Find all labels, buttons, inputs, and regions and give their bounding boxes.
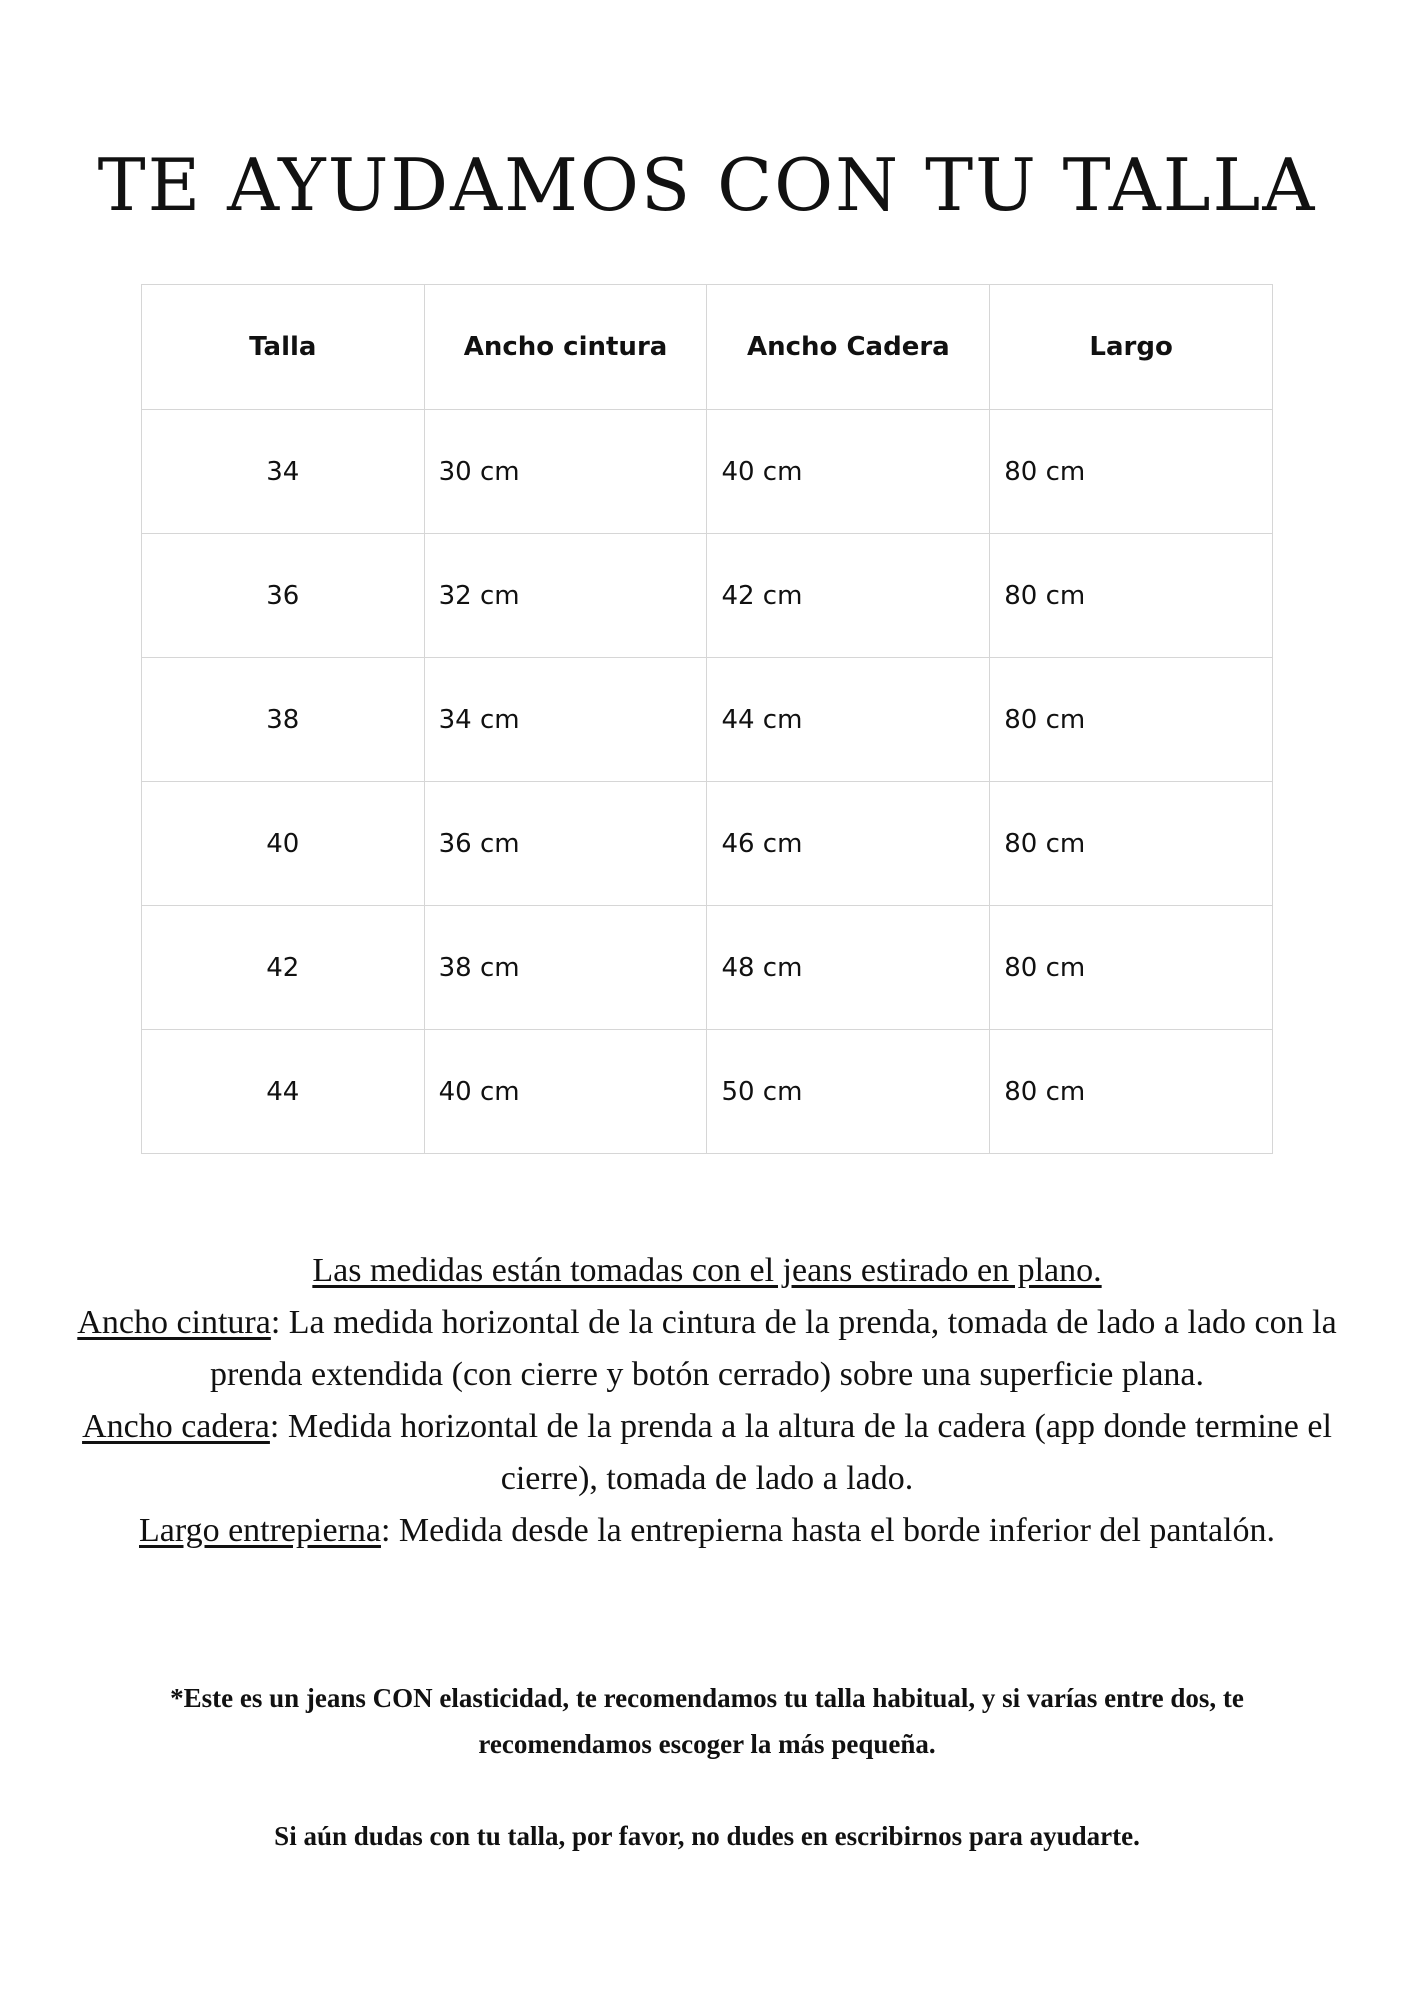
help-note: Si aún dudas con tu talla, por favor, no dudes en escribirnos para ayudarte.: [274, 1821, 1140, 1851]
note-text-largo: : Medida desde la entrepierna hasta el borde inferior del pantalón.: [380, 1512, 1275, 1549]
size-chart-table: [141, 284, 1273, 1154]
cell-largo: 80 cm: [990, 534, 1273, 658]
note-text-cadera: : Medida horizontal de la prenda a la altura de la cadera (app donde termine el cierre), tomada de lado a lado.: [269, 1408, 1332, 1497]
cell-talla: 36: [142, 534, 425, 658]
footer-notes: [90, 1675, 1324, 1859]
footer-spacer: [90, 1767, 1324, 1813]
cell-ancho-cadera: 48 cm: [707, 906, 990, 1030]
table-row: [142, 658, 1273, 782]
header-ancho-cintura: Ancho cintura: [424, 285, 707, 410]
cell-largo: 80 cm: [990, 1030, 1273, 1154]
note-term-cadera: Ancho cadera: [82, 1408, 270, 1445]
table-row: [142, 534, 1273, 658]
page-title: TE AYUDAMOS CON TU TALLA: [97, 143, 1317, 227]
note-ancho-cintura: [30, 1297, 1384, 1401]
cell-ancho-cadera: 42 cm: [707, 534, 990, 658]
cell-ancho-cintura: 34 cm: [424, 658, 707, 782]
cell-ancho-cadera: 40 cm: [707, 410, 990, 534]
cell-ancho-cintura: 32 cm: [424, 534, 707, 658]
cell-ancho-cadera: 50 cm: [707, 1030, 990, 1154]
table-row: [142, 410, 1273, 534]
measurement-notes: [30, 1245, 1384, 1557]
cell-ancho-cadera: 46 cm: [707, 782, 990, 906]
note-term-largo: Largo entrepierna: [139, 1512, 381, 1549]
cell-ancho-cadera: 44 cm: [707, 658, 990, 782]
elastic-note: *Este es un jeans CON elasticidad, te recomendamos tu talla habitual, y si varías entre dos, te recomendamos escoger la más pequeña.: [170, 1683, 1244, 1759]
cell-largo: 80 cm: [990, 782, 1273, 906]
cell-talla: 40: [142, 782, 425, 906]
note-term-cintura: Ancho cintura: [77, 1304, 271, 1341]
cell-ancho-cintura: 36 cm: [424, 782, 707, 906]
cell-talla: 34: [142, 410, 425, 534]
header-ancho-cadera: Ancho Cadera: [707, 285, 990, 410]
note-ancho-cadera: [30, 1401, 1384, 1505]
cell-largo: 80 cm: [990, 658, 1273, 782]
cell-talla: 42: [142, 906, 425, 1030]
notes-intro-text: Las medidas están tomadas con el jeans estirado en plano.: [312, 1252, 1102, 1289]
cell-ancho-cintura: 40 cm: [424, 1030, 707, 1154]
cell-talla: 38: [142, 658, 425, 782]
note-text-cintura: : La medida horizontal de la cintura de la prenda, tomada de lado a lado con la prenda extendida (con cierre y botón cerrado) sobre una superficie plana.: [209, 1304, 1337, 1393]
notes-intro: [30, 1245, 1384, 1297]
cell-ancho-cintura: 30 cm: [424, 410, 707, 534]
note-largo-entrepierna: [30, 1505, 1384, 1557]
header-largo: Largo: [990, 285, 1273, 410]
header-talla: Talla: [142, 285, 425, 410]
table-row: [142, 782, 1273, 906]
cell-talla: 44: [142, 1030, 425, 1154]
table-header-row: [142, 285, 1273, 410]
table-row: [142, 906, 1273, 1030]
cell-largo: 80 cm: [990, 410, 1273, 534]
cell-largo: 80 cm: [990, 906, 1273, 1030]
table-row: [142, 1030, 1273, 1154]
cell-ancho-cintura: 38 cm: [424, 906, 707, 1030]
